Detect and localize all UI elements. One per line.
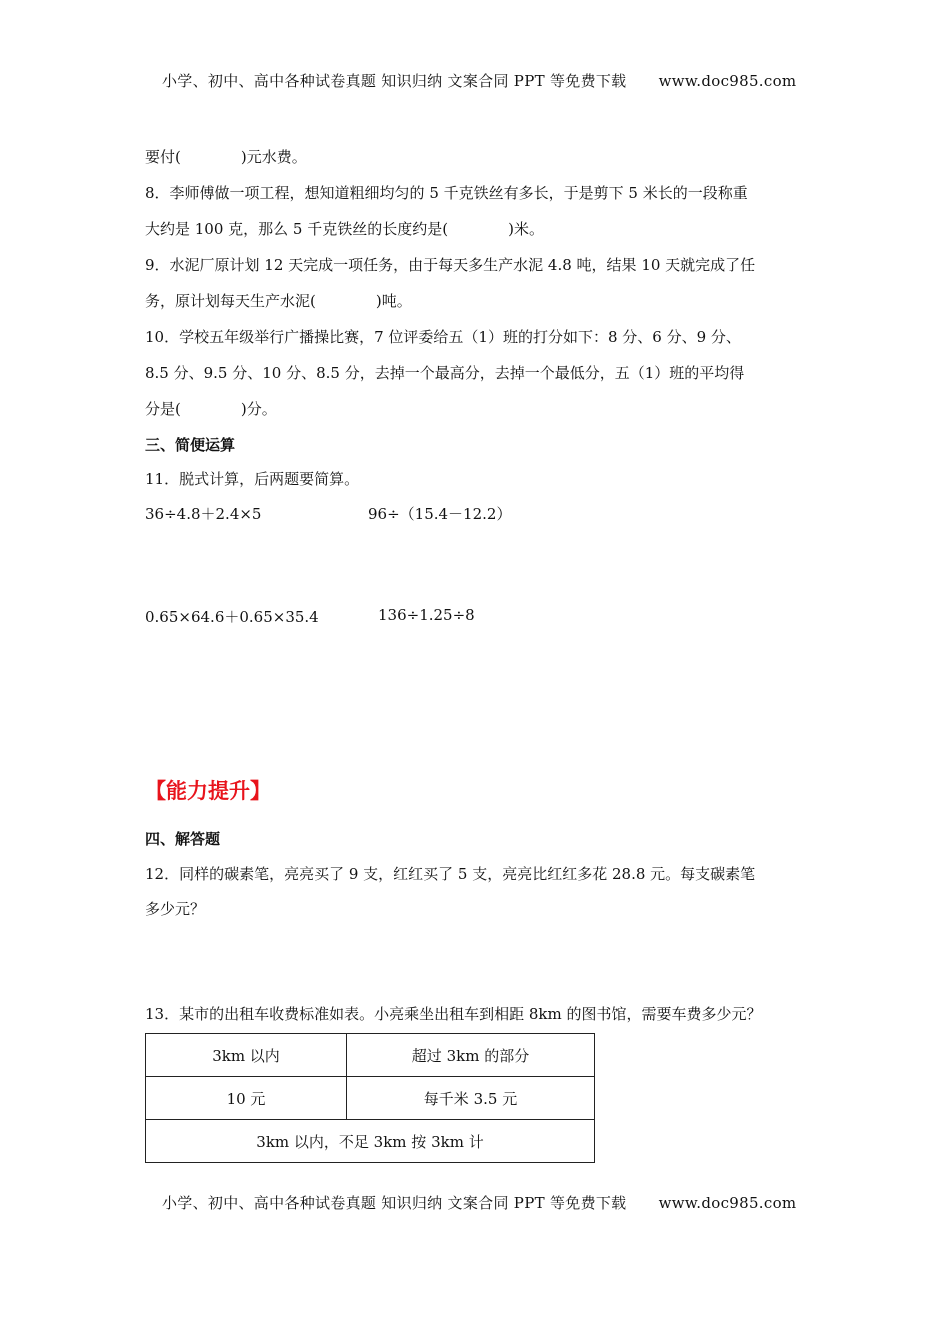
section-3-title: 三、简便运算: [145, 436, 236, 454]
expression-1: 36÷4.8＋2.4×5: [145, 505, 262, 523]
question-11: 11．脱式计算，后两题要简算。: [145, 470, 360, 488]
taxi-fare-table: [145, 1033, 595, 1163]
question-8-line1: 8．李师傅做一项工程，想知道粗细均匀的 5 千克铁丝有多长，于是剪下 5 米长的一段称重: [145, 184, 748, 202]
table-note-cell: 3km 以内，不足 3km 按 3km 计: [146, 1120, 595, 1163]
question-9-line2: 务，原计划每天生产水泥( )吨。: [145, 292, 412, 310]
table-row: [146, 1077, 595, 1120]
page-header: [162, 70, 796, 91]
expression-3: 0.65×64.6＋0.65×35.4: [145, 608, 319, 626]
question-12-line1: 12．同样的碳素笔，亮亮买了 9 支，红红买了 5 支，亮亮比红红多花 28.8 元。每支碳素笔: [145, 865, 756, 883]
table-row: [146, 1034, 595, 1077]
page-footer: [162, 1192, 796, 1213]
footer-site: www.doc985.com: [658, 1194, 797, 1212]
question-9-line1: 9．水泥厂原计划 12 天完成一项任务，由于每天多生产水泥 4.8 吨，结果 10 天就完成了任: [145, 256, 756, 274]
header-site: www.doc985.com: [658, 72, 797, 90]
footer-text: 小学、初中、高中各种试卷真题 知识归纳 文案合同 PPT 等免费下载: [162, 1194, 627, 1212]
question-10-line2: 8.5 分、9.5 分、10 分、8.5 分，去掉一个最高分，去掉一个最低分，五（1）班的平均得: [145, 364, 745, 382]
expression-4: 136÷1.25÷8: [378, 606, 475, 624]
expression-2: 96÷（15.4－12.2）: [368, 505, 512, 523]
question-10-line3: 分是( )分。: [145, 400, 277, 418]
table-cell: 3km 以内: [146, 1034, 347, 1077]
question-13: 13．某市的出租车收费标准如表。小亮乘坐出租车到相距 8km 的图书馆，需要车费多少元？: [145, 1005, 762, 1023]
table-cell: 超过 3km 的部分: [347, 1034, 595, 1077]
table-row: [146, 1120, 595, 1163]
question-7-continued: 要付( )元水费。: [145, 148, 307, 166]
ability-heading: 【能力提升】: [145, 779, 271, 803]
question-8-line2: 大约是 100 克，那么 5 千克铁丝的长度约是( )米。: [145, 220, 544, 238]
table-cell: 10 元: [146, 1077, 347, 1120]
section-4-title: 四、解答题: [145, 830, 221, 848]
question-12-line2: 多少元？: [145, 900, 206, 918]
header-text: 小学、初中、高中各种试卷真题 知识归纳 文案合同 PPT 等免费下载: [162, 72, 627, 90]
question-10-line1: 10．学校五年级举行广播操比赛，7 位评委给五（1）班的打分如下：8 分、6 分、9 分、: [145, 328, 741, 346]
table-cell: 每千米 3.5 元: [347, 1077, 595, 1120]
